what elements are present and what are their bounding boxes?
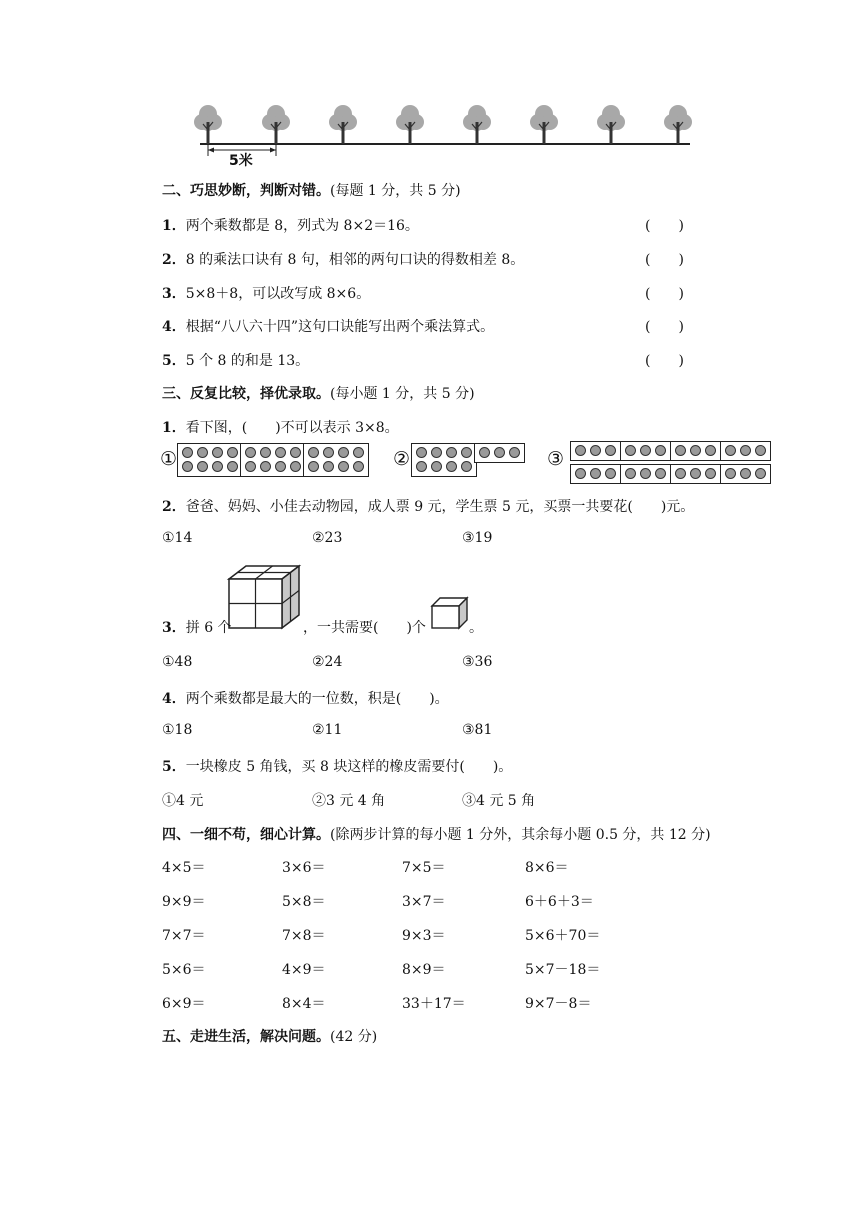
dot — [245, 447, 256, 458]
dot — [182, 447, 193, 458]
section4-title: 四、一细不苟，细心计算。 — [162, 827, 330, 843]
section4-heading — [162, 824, 711, 844]
question-text: 8 的乘法口诀有 8 句，相邻的两句口诀的得数相差 8。 — [185, 252, 525, 268]
dot — [353, 447, 364, 458]
dot — [479, 447, 490, 458]
dot — [705, 468, 716, 479]
dot — [640, 445, 651, 456]
dot — [494, 447, 505, 458]
calc-item[interactable]: 3×6＝ — [282, 860, 326, 876]
question-text: 5 个 8 的和是 13。 — [185, 353, 310, 369]
question-number: 4． — [162, 691, 186, 707]
dot — [431, 461, 442, 472]
option-b[interactable]: ②11 — [312, 722, 343, 738]
dot — [323, 461, 334, 472]
calc-item[interactable]: 7×5＝ — [402, 860, 446, 876]
question-number: 2． — [162, 499, 186, 515]
dot — [275, 447, 286, 458]
dot-box — [670, 464, 721, 484]
option-a[interactable]: ①4 元 — [162, 793, 204, 809]
calc-item[interactable]: 9×9＝ — [162, 894, 206, 910]
dot — [197, 461, 208, 472]
answer-blank-3[interactable]: ( ) — [645, 286, 684, 302]
dot — [625, 445, 636, 456]
option-c[interactable]: ③4 元 5 角 — [462, 793, 536, 809]
dot — [575, 445, 586, 456]
answer-blank-5[interactable]: ( ) — [645, 353, 684, 369]
option-c[interactable]: ③36 — [462, 654, 493, 670]
calc-item[interactable]: 9×7－8＝ — [525, 996, 592, 1012]
dot — [308, 447, 319, 458]
dot — [353, 461, 364, 472]
calc-item[interactable]: 3×7＝ — [402, 894, 446, 910]
option-b[interactable]: ②3 元 4 角 — [312, 793, 386, 809]
question-text: 两个乘数都是 8，列式为 8×2＝16。 — [185, 218, 419, 234]
dot — [725, 445, 736, 456]
question-text-c: 。 — [469, 620, 483, 636]
dot — [655, 445, 666, 456]
calc-item[interactable]: 6×9＝ — [162, 996, 206, 1012]
dot — [416, 447, 427, 458]
choice-question-5 — [162, 756, 512, 776]
question-text-b: ，一共需要( )个 — [303, 620, 426, 636]
dot — [446, 447, 457, 458]
judge-question-2 — [162, 249, 524, 269]
dot-box — [303, 443, 369, 477]
dot — [755, 468, 766, 479]
dot — [690, 468, 701, 479]
question-text-a: 拼 6 个 — [185, 620, 232, 636]
dot — [755, 445, 766, 456]
dot — [227, 447, 238, 458]
dot — [509, 447, 520, 458]
tree-icon — [530, 105, 558, 144]
option-b[interactable]: ②24 — [312, 654, 343, 670]
calc-item[interactable]: 8×9＝ — [402, 962, 446, 978]
calc-item[interactable]: 5×6＝ — [162, 962, 206, 978]
question-number: 2． — [162, 252, 186, 268]
dot — [605, 468, 616, 479]
dot — [590, 468, 601, 479]
section5-heading — [162, 1026, 377, 1046]
dot — [725, 468, 736, 479]
dot — [260, 447, 271, 458]
section3-note: (每小题 1 分，共 5 分) — [330, 386, 475, 402]
question-number: 1． — [162, 420, 186, 436]
dot-box — [474, 443, 525, 463]
dot — [275, 461, 286, 472]
dot — [227, 461, 238, 472]
dot-box — [720, 464, 771, 484]
dot — [575, 468, 586, 479]
option-a[interactable]: ①18 — [162, 722, 193, 738]
tree-icon — [329, 105, 357, 144]
question-number: 3． — [162, 620, 186, 636]
judge-question-3 — [162, 283, 370, 303]
dot — [640, 468, 651, 479]
section2-title: 二、巧思妙断，判断对错。 — [162, 183, 330, 199]
dot-box — [570, 464, 621, 484]
section5-note: (42 分) — [330, 1029, 378, 1045]
calc-item[interactable]: 4×9＝ — [282, 962, 326, 978]
question-number: 3． — [162, 286, 186, 302]
dot — [290, 447, 301, 458]
dot — [338, 461, 349, 472]
question-text: 5×8＋8，可以改写成 8×6。 — [185, 286, 371, 302]
choice-question-4 — [162, 688, 449, 708]
calc-item[interactable]: 5×6＋70＝ — [525, 928, 601, 944]
dot-box — [570, 441, 621, 461]
calc-item[interactable]: 5×8＝ — [282, 894, 326, 910]
dot — [323, 447, 334, 458]
section5-title: 五、走进生活，解决问题。 — [162, 1029, 330, 1045]
dot — [740, 468, 751, 479]
section4-note: (除两步计算的每小题 1 分外，其余每小题 0.5 分，共 12 分) — [330, 827, 711, 843]
option-c[interactable]: ③81 — [462, 722, 493, 738]
dot — [625, 468, 636, 479]
dot-box — [620, 464, 671, 484]
small-cube-icon — [430, 596, 470, 630]
calc-item[interactable]: 7×7＝ — [162, 928, 206, 944]
dot — [675, 468, 686, 479]
dot-box — [411, 443, 477, 477]
calc-item[interactable]: 8×4＝ — [282, 996, 326, 1012]
dot-box — [670, 441, 721, 461]
calc-item[interactable]: 6＋6＋3＝ — [525, 894, 594, 910]
question-text: 两个乘数都是最大的一位数，积是( )。 — [185, 691, 449, 707]
calc-item[interactable]: 4×5＝ — [162, 860, 206, 876]
option-c[interactable]: ③19 — [462, 530, 493, 546]
question-number: 5． — [162, 353, 186, 369]
dot — [675, 445, 686, 456]
answer-blank-4[interactable]: ( ) — [645, 319, 684, 335]
tree-icon — [194, 105, 222, 144]
dot — [197, 447, 208, 458]
calc-item[interactable]: 8×6＝ — [525, 860, 569, 876]
calc-item[interactable]: 9×3＝ — [402, 928, 446, 944]
calc-item[interactable]: 5×7－18＝ — [525, 962, 601, 978]
option-a[interactable]: ①14 — [162, 530, 193, 546]
question-number: 5． — [162, 759, 186, 775]
dot — [655, 468, 666, 479]
tree-icon — [396, 105, 424, 144]
dot — [461, 447, 472, 458]
choice-question-1 — [162, 417, 399, 437]
dot — [605, 445, 616, 456]
option-b[interactable]: ②23 — [312, 530, 343, 546]
dot — [461, 461, 472, 472]
dot — [212, 447, 223, 458]
dot — [182, 461, 193, 472]
option-marker-2[interactable]: ② — [393, 448, 411, 470]
question-number: 1． — [162, 218, 186, 234]
question-text: 爸爸、妈妈、小佳去动物园，成人票 9 元，学生票 5 元，买票一共要花( )元。 — [185, 499, 695, 515]
dot — [590, 445, 601, 456]
choice-question-3 — [162, 617, 232, 637]
dot — [308, 461, 319, 472]
large-cube-figure — [226, 562, 302, 632]
dot-box — [177, 443, 243, 477]
dot — [245, 461, 256, 472]
question-text: 看下图，( )不可以表示 3×8。 — [185, 420, 399, 436]
dot — [416, 461, 427, 472]
judge-question-5 — [162, 350, 309, 370]
calc-item[interactable]: 7×8＝ — [282, 928, 326, 944]
dot — [212, 461, 223, 472]
answer-blank-2[interactable]: ( ) — [645, 252, 684, 268]
dot — [338, 447, 349, 458]
option-marker-1[interactable]: ① — [160, 448, 178, 470]
dot — [740, 445, 751, 456]
dot — [290, 461, 301, 472]
section3-heading — [162, 383, 475, 403]
question-number: 4． — [162, 319, 186, 335]
judge-question-1 — [162, 215, 419, 235]
dot — [446, 461, 457, 472]
option-marker-3[interactable]: ③ — [547, 448, 565, 470]
distance-label: 5米 — [229, 153, 253, 169]
section3-title: 三、反复比较，择优录取。 — [162, 386, 330, 402]
option-a[interactable]: ①48 — [162, 654, 193, 670]
section2-heading — [162, 180, 461, 200]
dot — [705, 445, 716, 456]
tree-icon — [664, 105, 692, 144]
tree-row-figure — [190, 100, 700, 170]
dot-box — [720, 441, 771, 461]
dot-box — [620, 441, 671, 461]
tree-icon — [597, 105, 625, 144]
tree-icon — [463, 105, 491, 144]
judge-question-4 — [162, 316, 494, 336]
dot-box — [240, 443, 306, 477]
choice-question-2 — [162, 496, 694, 516]
question-text: 根据“八八六十四”这句口诀能写出两个乘法算式。 — [185, 319, 495, 335]
dot — [431, 447, 442, 458]
section2-note: (每题 1 分，共 5 分) — [330, 183, 461, 199]
answer-blank-1[interactable]: ( ) — [645, 218, 684, 234]
dot — [260, 461, 271, 472]
tree-icon — [262, 105, 290, 144]
calc-item[interactable]: 33＋17＝ — [402, 996, 466, 1012]
question-text: 一块橡皮 5 角钱，买 8 块这样的橡皮需要付( )。 — [185, 759, 513, 775]
dot — [690, 445, 701, 456]
